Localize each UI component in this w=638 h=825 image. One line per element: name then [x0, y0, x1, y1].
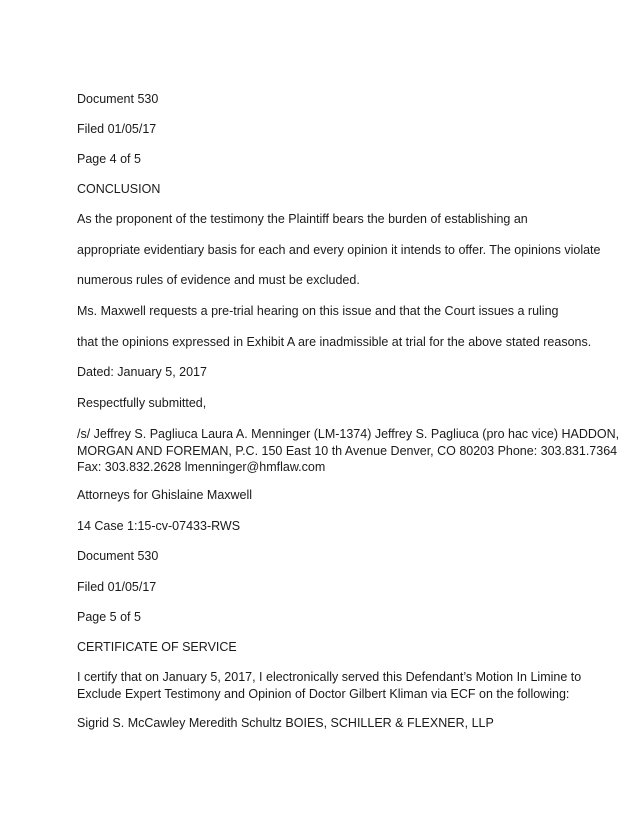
document-number: Document 530 [77, 92, 159, 106]
page-number: Page 5 of 5 [77, 610, 141, 624]
dated-line: Dated: January 5, 2017 [77, 365, 207, 379]
signature-line: Fax: 303.832.2628 lmenninger@hmflaw.com [77, 460, 326, 474]
signature-line: MORGAN AND FOREMAN, P.C. 150 East 10 th Avenue Denver, CO 80203 Phone: 303.831.7364 [77, 444, 618, 458]
closing-line: Respectfully submitted, [77, 396, 207, 410]
document-number: Document 530 [77, 549, 159, 563]
certify-line: I certify that on January 5, 2017, I electronically served this Defendant’s Motion In Limine to [77, 670, 582, 684]
signature-line: /s/ Jeffrey S. Pagliuca Laura A. Menninger (LM-1374) Jeffrey S. Pagliuca (pro hac vice) HADDON, [77, 427, 620, 441]
attorneys-for-line: Attorneys for Ghislaine Maxwell [77, 488, 253, 502]
certificate-heading: CERTIFICATE OF SERVICE [77, 640, 237, 654]
conclusion-line: that the opinions expressed in Exhibit A are inadmissible at trial for the above stated reasons. [77, 335, 592, 349]
certify-line: Exclude Expert Testimony and Opinion of Doctor Gilbert Kliman via ECF on the following: [77, 687, 570, 701]
filed-date: Filed 01/05/17 [77, 122, 157, 136]
served-parties-line: Sigrid S. McCawley Meredith Schultz BOIES, SCHILLER & FLEXNER, LLP [77, 716, 494, 730]
conclusion-line: Ms. Maxwell requests a pre-trial hearing on this issue and that the Court issues a ruling [77, 304, 559, 318]
conclusion-line: appropriate evidentiary basis for each and every opinion it intends to offer. The opinions violate [77, 243, 601, 257]
filed-date: Filed 01/05/17 [77, 580, 157, 594]
conclusion-line: numerous rules of evidence and must be excluded. [77, 273, 360, 287]
case-number-line: 14 Case 1:15-cv-07433-RWS [77, 519, 241, 533]
page-number: Page 4 of 5 [77, 152, 141, 166]
conclusion-line: As the proponent of the testimony the Plaintiff bears the burden of establishing an [77, 212, 528, 226]
conclusion-heading: CONCLUSION [77, 182, 161, 196]
